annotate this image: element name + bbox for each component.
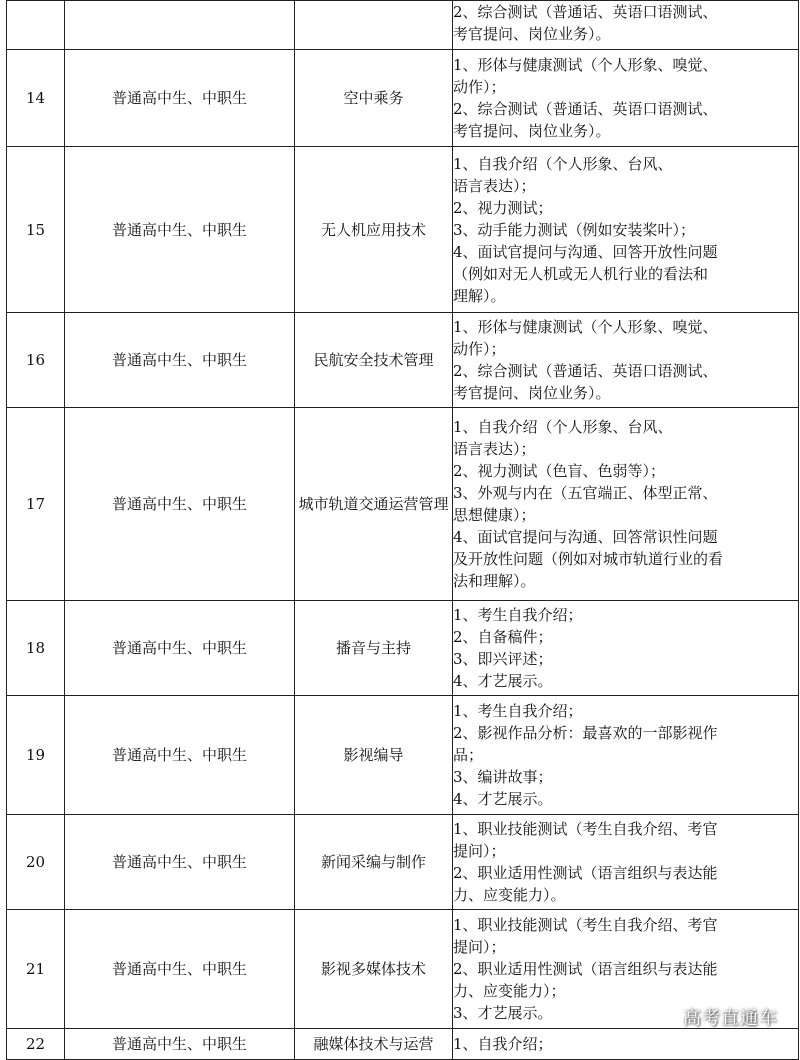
exam-requirements-table — [6, 0, 799, 1060]
requirement-line: 1、考生自我介绍； — [453, 606, 583, 624]
table-row — [7, 408, 799, 601]
requirement-line: （例如对无人机或无人机行业的看法和 — [453, 264, 709, 283]
requirement-line: 2、综合测试（普通话、英语口语测试、 — [453, 3, 718, 21]
exam-requirements — [453, 313, 799, 408]
requirement-line: 4、面试官提问与沟通、回答常识性问题 — [453, 528, 718, 546]
requirement-line: 2、职业适用性测试（语言组织与表达能 — [453, 960, 718, 978]
requirement-line: 1、自我介绍（个人形象、台风、 — [453, 154, 673, 173]
exam-requirements — [453, 1029, 799, 1060]
exam-requirements — [453, 601, 799, 696]
requirement-line: 3、动手能力测试（例如安装桨叶）； — [453, 220, 696, 239]
applicant-type: 普通高中生、中职生 — [65, 696, 295, 815]
applicant-type: 普通高中生、中职生 — [65, 408, 295, 601]
requirement-line: 2、视力测试（色盲、色弱等）； — [453, 462, 666, 480]
major-name: 融媒体技术与运营 — [295, 1029, 453, 1060]
requirement-line: 考官提问、岗位业务）。 — [453, 122, 611, 140]
requirement-line: 法和理解）。 — [453, 572, 536, 590]
requirement-line: 提问）； — [453, 842, 506, 860]
applicant-type: 普通高中生、中职生 — [65, 50, 295, 147]
row-number — [7, 1, 65, 50]
applicant-type: 普通高中生、中职生 — [65, 601, 295, 696]
requirement-line: 及开放性问题（例如对城市轨道行业的看 — [453, 550, 724, 568]
requirement-line: 语言表达）； — [453, 176, 536, 195]
exam-requirements — [453, 815, 799, 910]
requirement-line: 动作）； — [453, 78, 506, 96]
major-name: 播音与主持 — [295, 601, 453, 696]
major-name: 新闻采编与制作 — [295, 815, 453, 910]
row-number: 15 — [7, 147, 65, 313]
requirement-line: 力、应变能力）。 — [453, 886, 566, 904]
row-number: 20 — [7, 815, 65, 910]
major-name: 影视多媒体技术 — [295, 910, 453, 1029]
requirement-line: 3、即兴评述； — [453, 650, 553, 668]
applicant-type: 普通高中生、中职生 — [65, 815, 295, 910]
row-number: 18 — [7, 601, 65, 696]
major-name: 民航安全技术管理 — [295, 313, 453, 408]
requirement-line: 2、影视作品分析：最喜欢的一部影视作 — [453, 724, 718, 742]
row-number: 19 — [7, 696, 65, 815]
major-name: 空中乘务 — [295, 50, 453, 147]
requirement-line: 3、外观与内在（五官端正、体型正常、 — [453, 484, 718, 502]
row-number: 16 — [7, 313, 65, 408]
requirement-line: 2、综合测试（普通话、英语口语测试、 — [453, 100, 718, 118]
exam-requirements — [453, 50, 799, 147]
applicant-type: 普通高中生、中职生 — [65, 313, 295, 408]
requirement-line: 1、考生自我介绍； — [453, 702, 583, 720]
requirement-line: 考官提问、岗位业务）。 — [453, 25, 611, 43]
requirement-line: 1、形体与健康测试（个人形象、嗅觉、 — [453, 56, 718, 74]
table-row — [7, 601, 799, 696]
requirement-line: 思想健康）； — [453, 506, 536, 524]
row-number: 21 — [7, 910, 65, 1029]
table-row — [7, 50, 799, 147]
major-name: 影视编导 — [295, 696, 453, 815]
requirement-line: 动作）； — [453, 340, 506, 358]
requirement-line: 1、职业技能测试（考生自我介绍、考官 — [453, 916, 718, 934]
major-name: 城市轨道交通运营管理 — [295, 408, 453, 601]
exam-requirements — [453, 408, 799, 601]
table-row — [7, 1, 799, 50]
exam-requirements — [453, 1, 799, 50]
table-row — [7, 313, 799, 408]
applicant-type: 普通高中生、中职生 — [65, 147, 295, 313]
requirement-line: 1、形体与健康测试（个人形象、嗅觉、 — [453, 318, 718, 336]
exam-requirements — [453, 696, 799, 815]
requirement-line: 力、应变能力）； — [453, 982, 566, 1000]
requirement-line: 2、自备稿件； — [453, 628, 553, 646]
table-body — [7, 1, 799, 1060]
table-row — [7, 147, 799, 313]
applicant-type: 普通高中生、中职生 — [65, 910, 295, 1029]
requirement-line: 2、综合测试（普通话、英语口语测试、 — [453, 362, 718, 380]
row-number: 22 — [7, 1029, 65, 1060]
requirement-line: 3、编讲故事； — [453, 768, 553, 786]
requirement-line: 1、自我介绍（个人形象、台风、 — [453, 418, 673, 436]
requirement-line: 4、才艺展示。 — [453, 790, 553, 808]
requirement-line: 2、视力测试； — [453, 198, 553, 217]
requirement-line: 考官提问、岗位业务）。 — [453, 384, 611, 402]
requirement-line: 语言表达）； — [453, 440, 536, 458]
table-row — [7, 910, 799, 1029]
requirement-line: 1、自我介绍； — [453, 1035, 553, 1053]
major-name: 无人机应用技术 — [295, 147, 453, 313]
requirement-line: 提问）； — [453, 938, 506, 956]
requirement-line: 4、才艺展示。 — [453, 672, 553, 690]
table-row — [7, 1029, 799, 1060]
requirement-line: 4、面试官提问与沟通、回答开放性问题 — [453, 242, 718, 261]
requirement-line: 2、职业适用性测试（语言组织与表达能 — [453, 864, 718, 882]
table-row — [7, 696, 799, 815]
applicant-type: 普通高中生、中职生 — [65, 1029, 295, 1060]
row-number: 17 — [7, 408, 65, 601]
requirement-line: 3、才艺展示。 — [453, 1004, 553, 1022]
major-name — [295, 1, 453, 50]
applicant-type — [65, 1, 295, 50]
table-row — [7, 815, 799, 910]
row-number: 14 — [7, 50, 65, 147]
requirement-line: 1、职业技能测试（考生自我介绍、考官 — [453, 820, 718, 838]
watermark: 高考直通车 — [683, 1008, 778, 1029]
requirement-line: 理解）。 — [453, 286, 506, 305]
exam-requirements — [453, 147, 799, 313]
requirement-line: 品； — [453, 746, 484, 764]
